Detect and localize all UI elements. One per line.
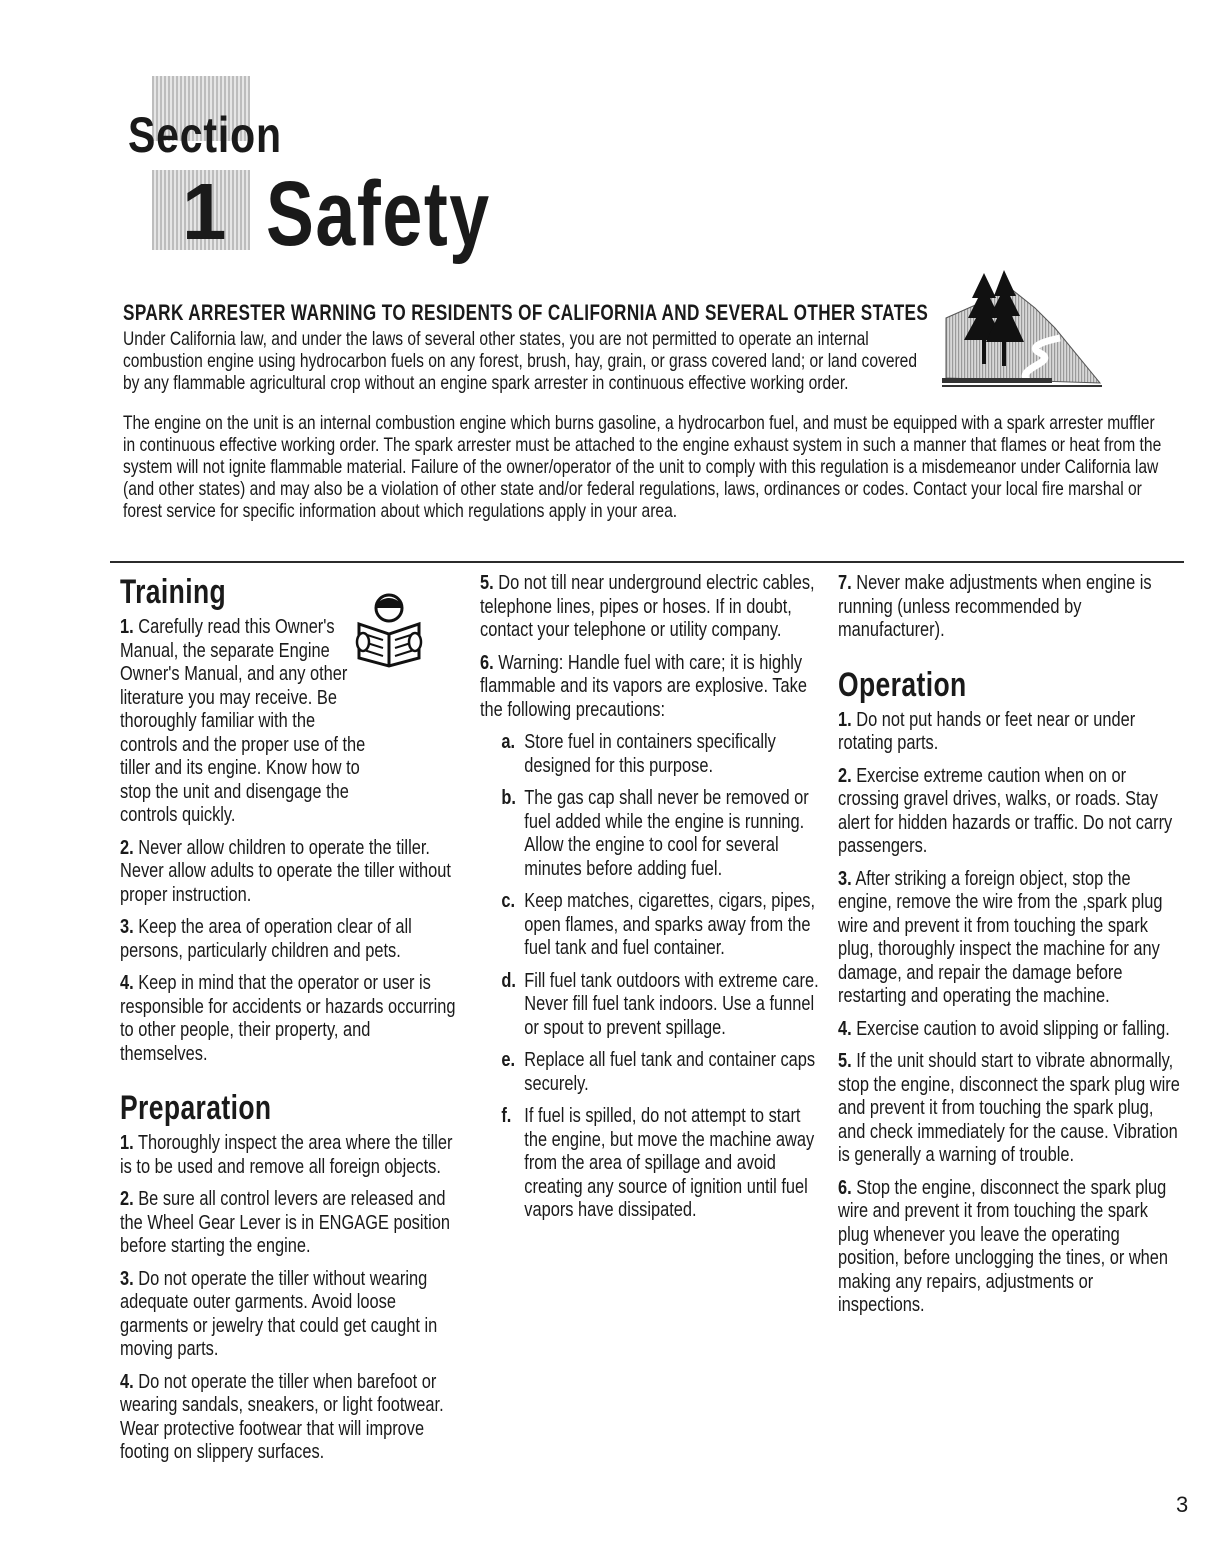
sub-item-text: Store fuel in containers specifically designed for this purpose.: [524, 731, 776, 777]
item-number: 2.: [120, 836, 134, 859]
item-number: 2.: [838, 764, 852, 787]
item-number: 3.: [838, 867, 852, 890]
item-number: 1.: [120, 1132, 134, 1154]
warning-paragraph-2: The engine on the unit is an internal combustion engine which burns gasoline, a hydrocarbon fuel, and must be equipped with a spark arrester muffler in continuous effective working order. The spark arrester must be attached to the engine exhaust system in such a manner that flames or heat from the system will not ignite flammable material. Failure of the owner/operator of the unit to comply with this regulation is a misdemeanor under California law (and other states) and may also be a violation of other state and/or federal regulations, laws, ordinances or codes. Contact your local fire marshal or forest service for specific information about which regulations apply in your area.: [123, 412, 1162, 522]
column-3: [838, 572, 1183, 1327]
item-number: 6.: [480, 651, 494, 674]
preparation-heading: Preparation: [120, 1089, 272, 1127]
preparation-item: [480, 652, 824, 723]
item-text: Stop the engine, disconnect the spark plug wire and prevent it from touching the spark plug whenever you leave the operating position, before unclogging the tines, or when making any repairs, adjustments or inspections.: [838, 1176, 1169, 1316]
divider-rule: [110, 561, 1184, 563]
item-text: Do not till near underground electric cables, telephone lines, pipes or hoses. If in doubt, contact your telephone or utility company.: [480, 572, 815, 641]
preparation-item: [480, 572, 824, 643]
section-header: [112, 70, 572, 265]
preparation-item: [120, 1188, 460, 1259]
operation-item: [838, 1018, 1182, 1042]
training-item: [120, 916, 460, 963]
operation-heading: Operation: [838, 665, 967, 704]
warning-paragraph-1: Under California law, and under the laws of several other states, you are not permitted to operate an internal combustion engine using hydrocarbon fuels on any forest, brush, hay, grain, or grass covered land; or land covered by any flammable agricultural crop without an engine spark arrester in continuous effective working order.: [123, 328, 918, 394]
training-item: [120, 972, 460, 1066]
precaution-item: [480, 1049, 824, 1096]
training-item: [120, 837, 460, 908]
item-number: 5.: [480, 572, 494, 594]
preparation-item: [120, 1268, 460, 1362]
warning-heading: SPARK ARRESTER WARNING TO RESIDENTS OF CALIFORNIA AND SEVERAL OTHER STATES: [123, 300, 929, 325]
forest-icon: [940, 268, 1105, 388]
item-text: If the unit should start to vibrate abnormally, stop the engine, disconnect the spark plug wire and prevent it from touching the spark plug, and check immediately for the cause. Vibration is generally a warning of trouble.: [838, 1050, 1180, 1166]
item-number: 5.: [838, 1050, 852, 1072]
item-text: Thoroughly inspect the area where the tiller is to be used and remove all foreign objects.: [120, 1132, 453, 1178]
item-number: 7.: [838, 572, 852, 594]
preparation-item: [838, 572, 1182, 643]
operation-item: [838, 868, 1182, 1009]
item-number: 2.: [120, 1188, 134, 1210]
item-number: 3.: [120, 1267, 134, 1290]
training-heading: Training: [120, 573, 227, 611]
item-text: Carefully read this Owner's Manual, the separate Engine Owner's Manual, and any other literature you may receive. Be thoroughly familiar with the controls and the proper use of the tiller and its engine. Know how to stop the unit and disengage the controls quickly.: [120, 616, 366, 826]
item-text: Warning: Handle fuel with care; it is highly flammable and its vapors are explosive. Take the following precautions:: [480, 651, 807, 721]
operation-item: [838, 1177, 1182, 1318]
operation-item: [838, 765, 1182, 859]
item-number: 1.: [838, 708, 852, 731]
section-label: Section: [128, 107, 282, 163]
training-item: [120, 616, 460, 828]
item-number: 1.: [120, 616, 134, 638]
item-text: Never make adjustments when engine is running (unless recommended by manufacturer).: [838, 572, 1152, 641]
item-text: Never allow children to operate the tiller. Never allow adults to operate the tiller without proper instruction.: [120, 836, 451, 906]
sub-item-label: e.: [501, 1049, 516, 1071]
item-number: 4.: [838, 1017, 852, 1040]
sub-item-label: f.: [501, 1105, 512, 1127]
item-text: After striking a foreign object, stop the engine, remove the wire from the ,spark plug wire and prevent it from touching the spark plug, thoroughly inspect the machine for any damage, and repair the damage before restarting and operating the machine.: [838, 867, 1163, 1007]
item-text: Do not put hands or feet near or under rotating parts.: [838, 708, 1136, 754]
sub-item-text: Replace all fuel tank and container caps securely.: [524, 1049, 816, 1095]
sub-item-label: a.: [501, 731, 516, 753]
warning-text: [123, 328, 1162, 522]
sub-item-label: c.: [501, 890, 516, 912]
page-number: 3: [1176, 1492, 1189, 1517]
precaution-item: [480, 890, 824, 961]
item-text: Be sure all control levers are released and the Wheel Gear Lever is in ENGAGE position before starting the engine.: [120, 1188, 450, 1257]
precaution-item: [480, 1105, 824, 1223]
section-number: 1: [182, 167, 227, 256]
item-text: Keep the area of operation clear of all persons, particularly children and pets.: [120, 916, 412, 962]
column-2: [480, 572, 825, 1232]
sub-item-text: Keep matches, cigarettes, cigars, pipes, open flames, and sparks away from the fuel tank and fuel container.: [524, 890, 816, 959]
sub-item-label: d.: [501, 969, 516, 992]
item-text: Keep in mind that the operator or user is responsible for accidents or hazards occurring to other people, their property, and themselves.: [120, 972, 456, 1065]
item-text: Exercise extreme caution when on or crossing gravel drives, walks, or roads. Stay alert for hidden hazards or traffic. Do not carry passengers.: [838, 764, 1173, 857]
item-number: 3.: [120, 916, 134, 938]
sub-item-text: The gas cap shall never be removed or fuel added while the engine is running. Allow the engine to cool for several minutes before adding fuel.: [524, 787, 809, 880]
item-text: Do not operate the tiller when barefoot or wearing sandals, sneakers, or light footwear. Wear protective footwear that will improve footing on slippery surfaces.: [120, 1370, 444, 1463]
item-text: Exercise caution to avoid slipping or falling.: [856, 1017, 1170, 1040]
operation-item: [838, 1050, 1182, 1168]
preparation-item: [120, 1371, 460, 1465]
item-number: 6.: [838, 1176, 852, 1199]
sub-item-text: If fuel is spilled, do not attempt to start the engine, but move the machine away from the area of spillage and avoid creating any source of ignition until fuel vapors have dissipated.: [524, 1105, 815, 1221]
page-title: Safety: [266, 163, 491, 265]
item-text: Do not operate the tiller without wearing adequate outer garments. Avoid loose garments or jewelry that could get caught in moving parts.: [120, 1267, 438, 1360]
precaution-item: [480, 731, 824, 778]
sub-item-label: b.: [501, 787, 516, 809]
preparation-item: [120, 1132, 460, 1179]
precaution-item: [480, 970, 824, 1041]
precaution-item: [480, 787, 824, 881]
column-1: [120, 572, 460, 1474]
item-number: 4.: [120, 972, 134, 994]
sub-item-text: Fill fuel tank outdoors with extreme care. Never fill fuel tank indoors. Use a funnel or spout to prevent spillage.: [524, 969, 819, 1039]
item-number: 4.: [120, 1370, 134, 1393]
operation-item: [838, 709, 1182, 756]
